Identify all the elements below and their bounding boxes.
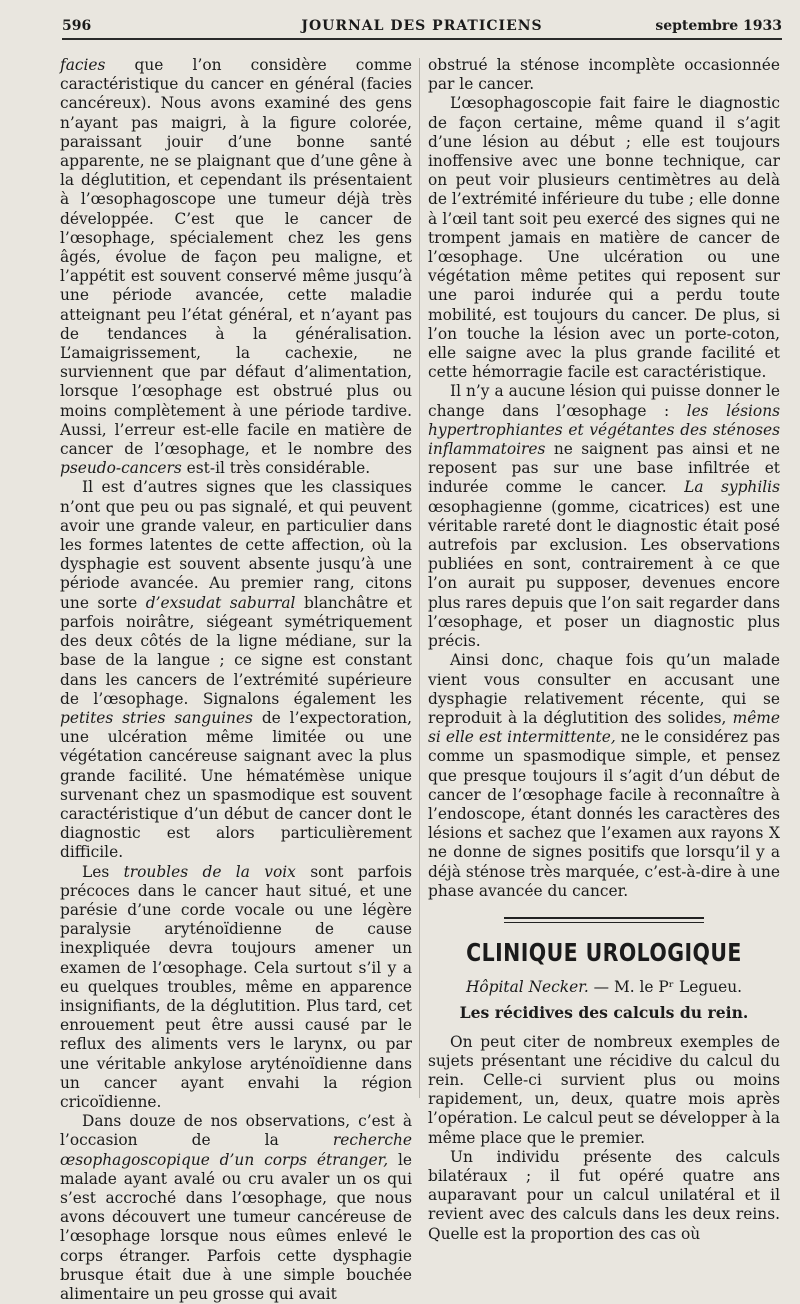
italic-text: même si elle est intermittente, (428, 708, 780, 747)
text-run: On peut citer de nombreux exemples de sujets présentant une récidive du calcul du rein. Celle-ci survient plus ou moins rapidement, un, deux, quatre mois après l’opération. Le calcul peut se développer à la même place que le premier. (428, 1032, 780, 1147)
text-run: blanchâtre et parfois noirâtre, siégeant symétriquement des deux côtés de la ligne médiane, sur la base de la langue ; ce signe est constant dans les cancers de l’extrémité supérieure de l’œsophage. Signalons également les (60, 593, 412, 708)
paragraph (428, 651, 780, 901)
text-run: L’œsophagoscopie fait faire le diagnostic de façon certaine, même quand il s’agit d’une lésion au début ; elle est toujours inoffensive avec une bonne technique, car on peut voir plusieurs centimètres au delà de l’extrémité inférieure du tube ; elle donne à l’œil tant soit peu exercé des signes qui ne trompent jamais en matière de cancer de l’œsophage. Une ulcération ou une végétation même petites qui reposent sur une paroi indurée qui a perdu toute mobilité, est toujours du cancer. De plus, si l’on touche la lésion avec un porte-coton, elle saigne avec la plus grande facilité et cette hémorragie facile est caractéristique. (428, 94, 780, 382)
journal-title: JOURNAL DES PRATICIENS (301, 18, 543, 34)
paragraph (428, 56, 780, 94)
text-run: Dans douze de nos observations, c’est à l’occasion de la (60, 1112, 412, 1150)
paragraph (428, 1033, 780, 1148)
separator-rule-thick (504, 917, 704, 919)
byline-author: — M. le Pʳ Legueu. (588, 978, 743, 997)
italic-text: petites stries sanguines (60, 708, 253, 727)
page-header (62, 16, 782, 40)
italic-text: troubles de la voix (123, 862, 296, 881)
paragraph (60, 863, 412, 1113)
text-run: le malade ayant avalé ou cru avaler un os qui s’est accroché dans l’œsophage, que nous avons découvert une tumeur cancéreuse de l’œsophage lorsque nous eûmes enlevé le corps étranger. Parfois cette dysphagie brusque était due à une simple bouchée alimentaire un peu grosse qui avait (60, 1150, 412, 1303)
italic-text: La syphilis (684, 478, 780, 497)
section-title: CLINIQUE UROLOGIQUE (466, 937, 742, 967)
text-run: ne le considérez pas comme un spasmodique simple, et pensez que presque toujours il s’agit d’un début de cancer de l’œsophage facile à reconnaître à l’endoscope, étant donnés les caractères des lésions et sachez que l’examen aux rayons X ne donne de signes positifs que lorsqu’il y a déjà sténose très marquée, c’est-à-dire à une phase avancée du cancer. (428, 728, 781, 900)
separator-rule-thin (504, 922, 704, 923)
text-run: sont parfois précoces dans le cancer haut situé, et une parésie d’une corde vocale ou une légère paralysie aryténoïdienne de cause inexpliquée devra toujours amener un examen de l’œsophage. Cela surtout s’il y a eu quelques troubles, même en apparence insignifiants, de la déglutition. Plus tard, cet enrouement peut être aussi causé par le reflux des aliments vers le larynx, ou par une véritable ankylose aryténoïdienne dans un cancer ayant envahi la région cricoïdienne. (60, 862, 412, 1111)
paragraph (428, 1148, 780, 1244)
text-run: Il n’y a aucune lésion qui puisse donner le change dans l’œsophage : (428, 382, 780, 420)
italic-text: les lésions hypertrophiantes et végétantes des sténoses inflammatoires (428, 401, 780, 459)
text-run: obstrué la sténose incomplète occasionnée par le cancer. (428, 56, 780, 94)
text-run: est-il très considérable. (181, 459, 371, 478)
article-title: Les récidives des calculs du rein. (459, 1003, 749, 1023)
right-column (428, 56, 780, 1244)
issue-date: septembre 1933 (655, 18, 782, 34)
text-run: Ainsi donc, chaque fois qu’un malade vient vous consulter en accusant une dysphagie relativement récente, qui se reproduit à la déglutition des solides, (428, 651, 780, 727)
byline-hospital: Hôpital Necker. (465, 978, 589, 997)
text-run: Un individu présente des calculs bilatéraux ; il fut opéré quatre ans auparavant pour un calcul unilatéral et il revient avec des calculs dans les deux reins. Quelle est la proportion des cas où (428, 1147, 780, 1243)
italic-text: recherche œsophagoscopique d’un corps étranger, (60, 1131, 412, 1169)
paragraph (60, 478, 412, 862)
text-run: Il est d’autres signes que les classiques n’ont que peu ou pas signalé, et qui peuvent avoir une grande valeur, en particulier dans les formes latentes de cette affection, où la dysphagie est souvent absente jusqu’à une période avancée. Au premier rang, citons une sorte (60, 478, 412, 612)
text-run: de l’expectoration, une ulcération même limitée ou une végétation cancéreuse saignant avec la plus grande facilité. Une hématémèse unique survenant chez un spasmodique est souvent caractéristique d’un début de cancer dont le diagnostic est alors particulièrement difficile. (60, 708, 412, 862)
section-separator (428, 917, 780, 923)
paragraph (428, 382, 780, 651)
text-run: Les (82, 862, 124, 881)
text-run: œsophagienne (gomme, cicatrices) est une véritable rareté dont le diagnostic était posé autrefois par exclusion. Les observations publiées en sont, contrairement à ce que l’on aurait pu supposer, devenues encore plus rares depuis que l’on sait regarder dans l’œsophage, et poser un diagnostic plus précis. (428, 497, 780, 651)
paragraph (428, 94, 780, 382)
text-run: que l’on considère comme caractéristique du cancer en général (facies cancéreux). Nous avons examiné des gens n’ayant pas maigri, à la figure colorée, paraissant jouir d’une bonne santé apparente, ne se plaignant que d’une gêne à la déglutition, et cependant ils présentaient à l’œsophagoscope une tumeur déjà très développée. C’est que le cancer de l’œsophage, spécialement chez les gens âgés, évolue de façon peu maligne, et l’appétit est souvent conservé même jusqu’à une période avancée, cette maladie atteignant peu l’état général, et n’ayant pas de tendances à la généralisation. L’amaigrissement, la cachexie, ne surviennent que par défaut d’alimentation, lorsque l’œsophage est obstrué plus ou moins complètement à une période tardive. Aussi, l’erreur est-elle facile en matière de cancer de l’œsophage, et le nombre des (60, 56, 412, 459)
page-number: 596 (62, 18, 92, 34)
text-run: ne saignent pas ainsi et ne reposent pas sur une base infiltrée et indurée comme le cancer. (428, 440, 780, 497)
italic-text: pseudo-cancers (60, 459, 182, 478)
article-byline (428, 978, 780, 997)
left-column (60, 56, 412, 1304)
italic-text: facies (60, 56, 106, 74)
paragraph (60, 1112, 412, 1304)
paragraph (60, 56, 412, 478)
column-divider (419, 58, 420, 1098)
italic-text: d’exsudat saburral (145, 593, 296, 612)
